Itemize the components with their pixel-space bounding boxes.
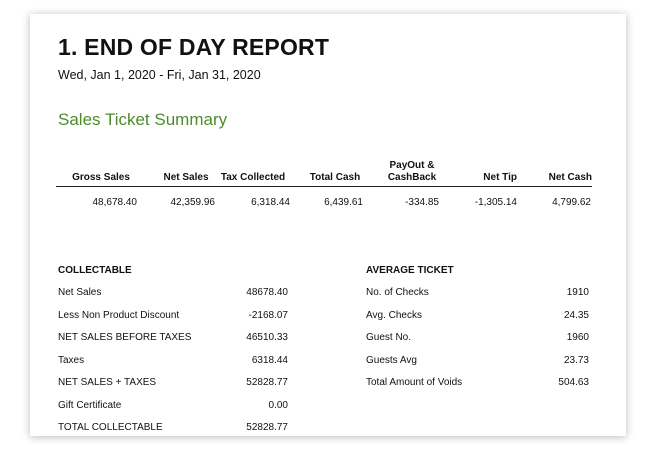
row-label: Taxes <box>58 354 85 366</box>
value-net-cash: 4,799.62 <box>552 197 591 208</box>
row-label: No. of Checks <box>366 287 429 298</box>
collectable-row <box>58 350 288 373</box>
row-value: 1960 <box>566 332 589 343</box>
header-gross-sales: Gross Sales <box>72 172 130 183</box>
collectable-section <box>58 260 288 436</box>
value-net-tip: -1,305.14 <box>474 197 517 208</box>
average-ticket-row <box>366 305 589 328</box>
collectable-row <box>58 305 288 328</box>
section-title: Sales Ticket Summary <box>58 110 228 129</box>
row-label: Net Sales <box>58 287 102 298</box>
summary-header-row <box>56 158 592 187</box>
row-label: Guests Avg <box>366 354 417 366</box>
summary-value-row <box>56 187 592 213</box>
collectable-row <box>58 327 288 350</box>
value-payout-cashback: -334.85 <box>405 197 439 208</box>
row-value: 1910 <box>566 287 589 298</box>
row-value: -2168.07 <box>248 309 288 321</box>
average-ticket-row <box>366 282 589 305</box>
row-label: Guest No. <box>366 332 412 343</box>
row-value: 52828.77 <box>246 422 288 433</box>
report-page <box>30 14 626 436</box>
row-label: NET SALES + TAXES <box>58 377 157 388</box>
row-value: 46510.33 <box>246 332 288 343</box>
sales-summary-table <box>56 158 592 213</box>
collectable-row <box>58 417 288 436</box>
row-label: Gift Certificate <box>58 399 122 411</box>
collectable-row <box>58 372 288 395</box>
row-label: Avg. Checks <box>366 309 422 321</box>
row-label: Less Non Product Discount <box>58 309 180 321</box>
header-net-tip: Net Tip <box>483 172 517 183</box>
average-ticket-row <box>366 327 589 350</box>
row-label: NET SALES BEFORE TAXES <box>58 332 192 343</box>
header-net-sales: Net Sales <box>163 172 209 183</box>
row-value: 23.73 <box>563 354 589 366</box>
average-ticket-row <box>366 372 589 395</box>
header-total-cash: Total Cash <box>309 172 361 183</box>
collectable-title: COLLECTABLE <box>58 265 132 276</box>
value-total-cash: 6,439.61 <box>324 197 363 208</box>
row-value: 504.63 <box>558 377 589 388</box>
collectable-row <box>58 395 288 418</box>
value-gross-sales: 48,678.40 <box>92 197 137 208</box>
collectable-row <box>58 282 288 305</box>
value-tax-collected: 6,318.44 <box>251 197 290 208</box>
average-ticket-section <box>366 260 589 395</box>
header-net-cash: Net Cash <box>548 172 592 183</box>
row-value: 52828.77 <box>246 377 288 388</box>
row-value: 48678.40 <box>246 287 288 298</box>
report-date-range: Wed, Jan 1, 2020 - Fri, Jan 31, 2020 <box>58 68 261 82</box>
row-value: 0.00 <box>268 399 288 411</box>
row-label: TOTAL COLLECTABLE <box>58 422 163 433</box>
row-value: 6318.44 <box>251 354 288 366</box>
value-net-sales: 42,359.96 <box>170 197 215 208</box>
row-value: 24.35 <box>563 309 589 321</box>
row-label: Total Amount of Voids <box>366 377 463 388</box>
header-tax-collected: Tax Collected <box>220 172 286 183</box>
average-ticket-row <box>366 350 589 373</box>
average-ticket-title: AVERAGE TICKET <box>366 265 454 276</box>
report-title: 1. END OF DAY REPORT <box>58 34 330 60</box>
header-payout-cashback: PayOut & CashBack <box>387 160 437 183</box>
